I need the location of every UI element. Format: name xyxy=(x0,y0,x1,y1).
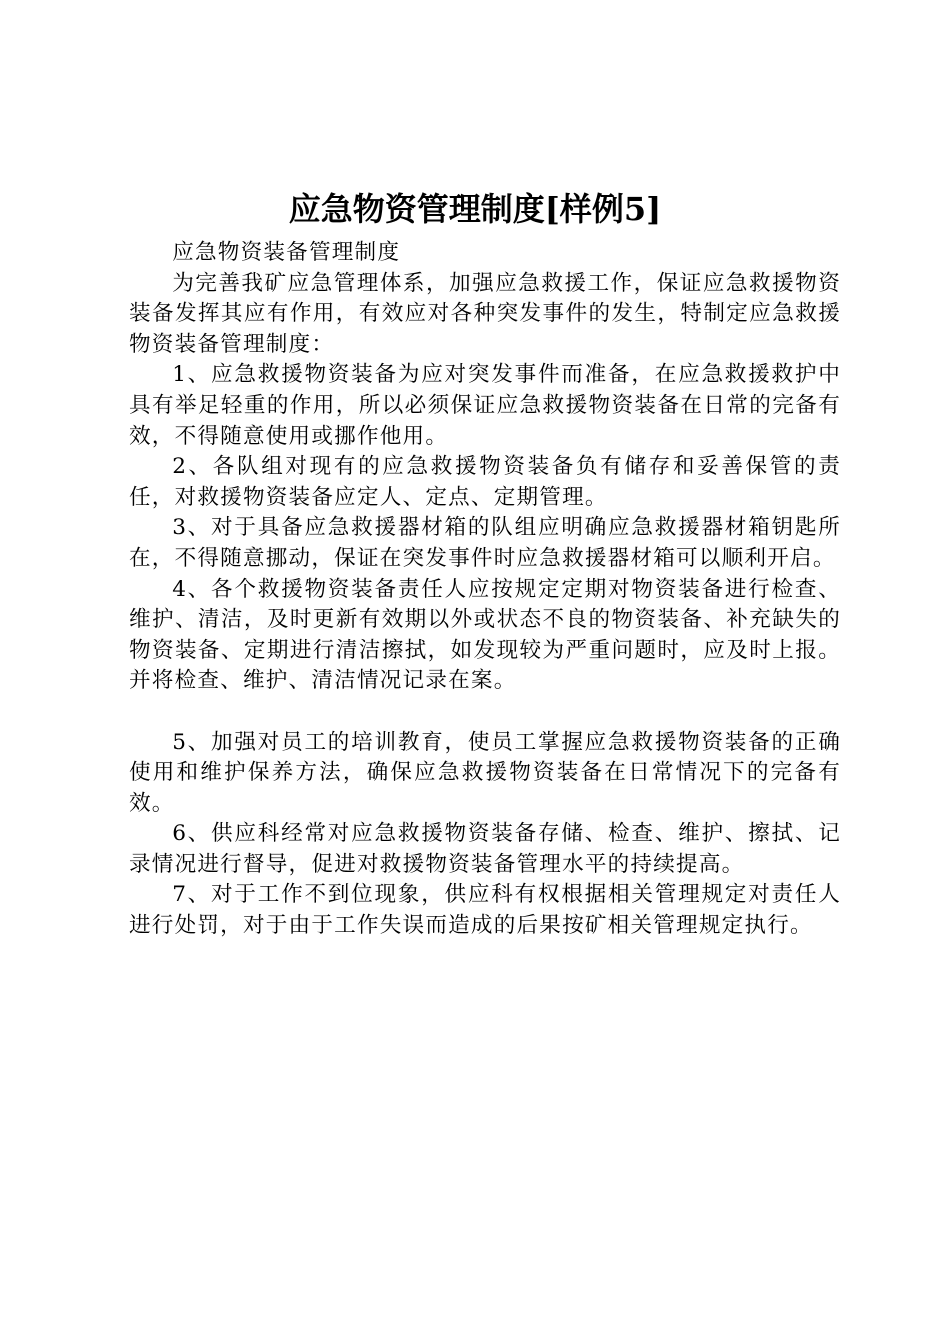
document-title: 应急物资管理制度[样例5] xyxy=(288,190,662,228)
paragraph-item-2: 2、各队组对现有的应急救援物资装备负有储存和妥善保管的责任，对救援物资装备应定人、定点、定期管理。 xyxy=(129,454,841,510)
paragraph-intro: 为完善我矿应急管理体系，加强应急救援工作，保证应急救援物资装备发挥其应有作用，有效应对各种突发事件的发生，特制定应急救援物资装备管理制度： xyxy=(129,270,841,357)
paragraph-item-7: 7、对于工作不到位现象，供应科有权根据相关管理规定对责任人进行处罚，对于由于工作失误而造成的后果按矿相关管理规定执行。 xyxy=(129,882,841,939)
paragraph-item-3: 3、对于具备应急救援器材箱的队组应明确应急救援器材箱钥匙所在，不得随意挪动，保证在突发事件时应急救援器材箱可以顺利开启。 xyxy=(129,515,841,571)
paragraph-item-6: 6、供应科经常对应急救援物资装备存储、检查、维护、擦拭、记录情况进行督导，促进对救援物资装备管理水平的持续提高。 xyxy=(129,821,841,877)
paragraph-item-5: 5、加强对员工的培训教育，使员工掌握应急救援物资装备的正确使用和维护保养方法，确保应急救援物资装备在日常情况下的完备有效。 xyxy=(129,729,841,816)
paragraph-item-1: 1、应急救援物资装备为应对突发事件而准备，在应急救援救护中具有举足轻重的作用，所以必须保证应急救援物资装备在日常的完备有效，不得随意使用或挪作他用。 xyxy=(129,362,841,449)
paragraph-subtitle: 应急物资装备管理制度 xyxy=(172,240,401,265)
document-body xyxy=(129,238,841,942)
paragraph-item-4: 4、各个救援物资装备责任人应按规定定期对物资装备进行检查、维护、清洁，及时更新有效期以外或状态不良的物资装备、补充缺失的物资装备、定期进行清洁擦拭，如发现较为严重问题时，应及时上报。并将检查、维护、清洁情况记录在案。 xyxy=(129,576,841,694)
